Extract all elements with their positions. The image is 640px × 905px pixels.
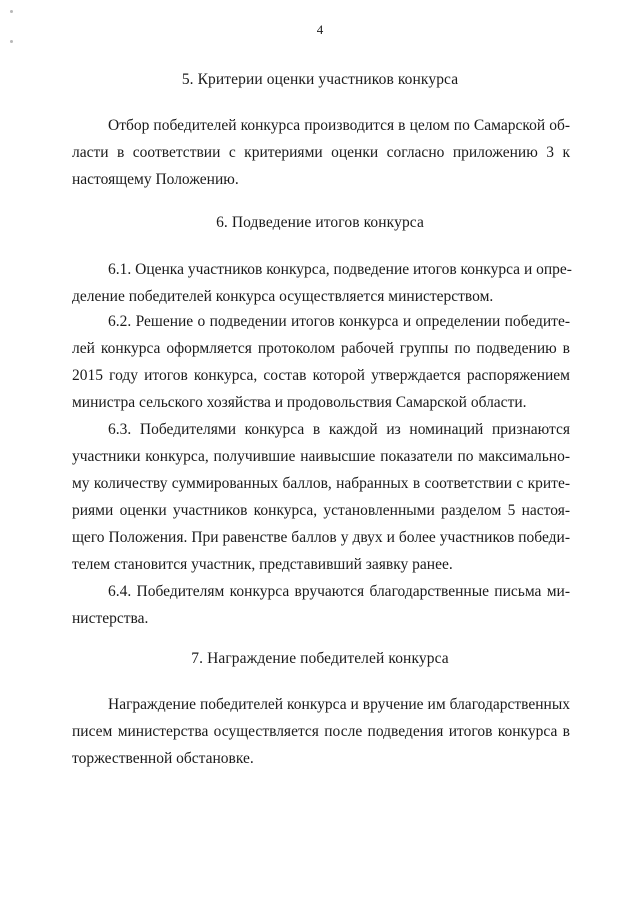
text-line: деление победителей конкурса осуществляется министерством. xyxy=(72,288,494,305)
scan-mark xyxy=(10,10,13,13)
text-line: участники конкурса, получившие наивысшие показатели по максимально- xyxy=(72,448,570,465)
text-line: Отбор победителей конкурса производится в целом по Самарской об- xyxy=(108,117,570,134)
section-6-heading: 6. Подведение итогов конкурса xyxy=(216,214,424,231)
text-line: лей конкурса оформляется протоколом рабочей группы по подведению в xyxy=(72,340,570,357)
section-7-paragraph-1 xyxy=(72,691,570,772)
text-line: 6.1. Оценка участников конкурса, подведение итогов конкурса и опре- xyxy=(108,261,572,278)
text-line: 2015 году итогов конкурса, состав которой утверждается распоряжением xyxy=(72,367,570,384)
text-line: телем становится участник, представивший заявку ранее. xyxy=(72,556,453,573)
text-line: торжественной обстановке. xyxy=(72,750,254,767)
section-7-heading: 7. Награждение победителей конкурса xyxy=(191,650,449,667)
page-number: 4 xyxy=(316,22,324,37)
text-line: нистерства. xyxy=(72,610,149,627)
text-line: му количеству суммированных баллов, набранных в соответствии с крите- xyxy=(72,475,570,492)
text-line: министра сельского хозяйства и продовольствия Самарской области. xyxy=(72,394,527,411)
section-6-paragraph-4 xyxy=(72,578,570,632)
text-line: 6.3. Победителями конкурса в каждой из номинаций признаются xyxy=(108,421,570,438)
text-line: ласти в соответствии с критериями оценки согласно приложению 3 к xyxy=(72,144,570,161)
section-5-heading: 5. Критерии оценки участников конкурса xyxy=(181,71,459,88)
text-line: риями оценки участников конкурса, установленными разделом 5 настоя- xyxy=(72,502,570,519)
scan-mark xyxy=(10,40,13,43)
section-6-paragraph-3 xyxy=(72,416,570,578)
text-line: 6.2. Решение о подведении итогов конкурса и определении победите- xyxy=(108,313,570,330)
text-line: Награждение победителей конкурса и вручение им благодарственных xyxy=(108,696,570,713)
text-line: писем министерства осуществляется после подведения итогов конкурса в xyxy=(72,723,570,740)
text-line: настоящему Положению. xyxy=(72,171,239,188)
text-line: 6.4. Победителям конкурса вручаются благодарственные письма ми- xyxy=(108,583,570,600)
section-5-paragraph-1 xyxy=(72,112,570,193)
section-6-paragraph-2 xyxy=(72,308,570,416)
section-6-paragraph-1 xyxy=(72,256,570,310)
text-line: щего Положения. При равенстве баллов у двух и более участников победи- xyxy=(72,529,570,546)
